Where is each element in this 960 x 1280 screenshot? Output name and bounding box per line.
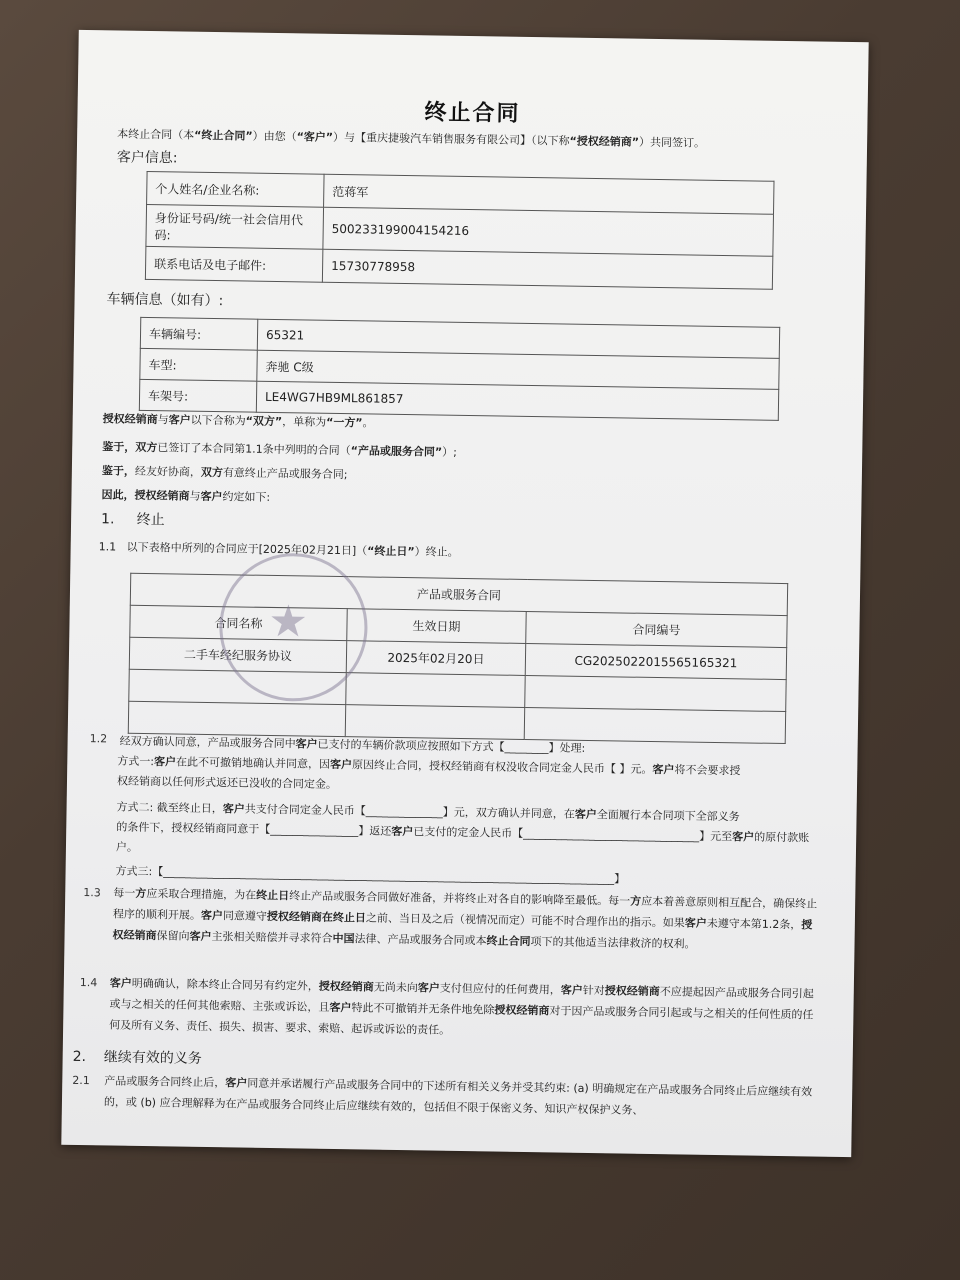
customer-info-heading: 客户信息: xyxy=(116,149,178,167)
bold-term: “双方” xyxy=(245,414,283,429)
bold-term: “产品或服务合同” xyxy=(350,444,443,459)
intro-bold: “终止合同” xyxy=(194,128,253,143)
bold-term: 客户 xyxy=(200,908,224,923)
text: 在此不可撤销地确认并同意，因 xyxy=(175,755,331,771)
bold-term: 客户 xyxy=(560,983,583,997)
column-header-date: 生效日期 xyxy=(347,609,526,644)
text: 以下合称为 xyxy=(190,413,246,428)
text: 应采取合理措施，为在 xyxy=(146,887,257,902)
text: 主张相关赔偿并寻求符合 xyxy=(211,930,333,945)
customer-id-label: 身份证号码/统一社会信用代码: xyxy=(146,204,324,249)
bold-term: 终止日 xyxy=(256,888,290,903)
text: 共支付合同定金人民币【______________】元，双方确认并同意，在 xyxy=(244,802,575,821)
bold-term: 授权经销商 xyxy=(494,1003,550,1018)
text: 之前、当日及之后（视情况而定）可能不时合理作出的指示。如果 xyxy=(365,911,685,930)
customer-name-label: 个人姓名/企业名称: xyxy=(147,171,324,207)
text: 与 xyxy=(189,489,201,503)
bold-term: “终止日” xyxy=(367,544,415,559)
bold-term: 客户 xyxy=(189,929,212,944)
cell-contract-name xyxy=(129,669,346,704)
vehicle-model-value: 奔驰 C级 xyxy=(257,350,779,389)
text: 无尚未向 xyxy=(373,980,418,995)
text: 约定如下: xyxy=(222,490,271,504)
vehicle-number-value: 65321 xyxy=(257,319,779,358)
cell-effective-date: 2025年02月20日 xyxy=(346,641,525,676)
column-header-number: 合同编号 xyxy=(526,611,787,647)
section-title: 终止 xyxy=(136,511,165,529)
customer-name-value: 范蒋军 xyxy=(324,174,774,214)
bold-term: 终止合同 xyxy=(486,934,531,949)
vehicle-vin-label: 车架号: xyxy=(139,379,256,412)
text: 项下的其他适当法律救济的权利。 xyxy=(530,935,696,951)
text: 。 xyxy=(362,416,374,430)
bold-term: 授权经销商 xyxy=(112,918,813,943)
cell-effective-date xyxy=(346,673,525,708)
bold-term: 客户 xyxy=(153,755,177,769)
text: 产品或服务合同终止后， xyxy=(104,1074,226,1090)
bold-term: 方 xyxy=(630,894,642,908)
cell-contract-number xyxy=(525,675,786,711)
bold-term: 鉴于， xyxy=(102,440,136,454)
text: 法律、产品或服务合同或本 xyxy=(354,932,487,948)
clause-number: 1.3 xyxy=(83,886,101,900)
bold-term: 客户 xyxy=(168,413,191,427)
vehicle-info-heading: 车辆信息（如有）: xyxy=(106,291,224,310)
text: 与 xyxy=(157,413,169,427)
section-1-heading xyxy=(101,508,165,529)
vehicle-model-label: 车型: xyxy=(140,348,257,381)
bold-term: 客户 xyxy=(329,757,353,772)
text: 方式一: xyxy=(117,754,155,769)
clause-number: 1.4 xyxy=(79,975,98,990)
text: 明确确认，除本终止合同另有约定外， xyxy=(131,976,319,993)
text: 的条件下，授权经销商同意于【________________】返还 xyxy=(116,820,392,838)
intro-text: ）与【重庆捷骏汽车销售服务有限公司】（以下称 xyxy=(332,130,570,148)
text: 同意遵守 xyxy=(222,909,268,923)
vehicle-info-table xyxy=(139,317,780,421)
customer-contact-label: 联系电话及电子邮件: xyxy=(145,246,322,282)
bold-term: 客户 xyxy=(391,824,414,839)
text: 每一 xyxy=(113,886,136,900)
bold-term: 双方 xyxy=(135,440,158,455)
clause-1-2-method-3: 方式三:【__________________________________________________________________________________】 xyxy=(115,864,626,886)
text: 已签订了本合同第1.1条中列明的合同（ xyxy=(157,441,351,458)
bold-term: 客户 xyxy=(684,916,707,930)
bold-term: 客户 xyxy=(200,489,223,504)
vehicle-vin-value: LE4WG7HB9ML861857 xyxy=(256,381,778,420)
clause-1-1 xyxy=(99,538,459,560)
bold-term: 客户 xyxy=(417,981,440,995)
bold-term: 双方 xyxy=(200,465,223,480)
section-2-heading xyxy=(73,1046,202,1068)
intro-bold: “客户” xyxy=(296,130,334,144)
clause-number: 2.1 xyxy=(72,1073,90,1088)
text: 针对 xyxy=(582,983,605,998)
vehicle-number-label: 车辆编号: xyxy=(140,317,257,350)
customer-info-table xyxy=(145,171,775,290)
clause-1-2-method-2-end: 户。 xyxy=(115,840,139,854)
intro-text: ）由您（ xyxy=(252,129,297,144)
intro-bold: “授权经销商” xyxy=(569,134,640,149)
bold-term: 客户 xyxy=(652,762,675,777)
bold-term: 授权经销商 xyxy=(604,984,660,999)
bold-term: 客户 xyxy=(109,976,132,990)
parties-definition xyxy=(103,410,374,430)
whereas-clause-1 xyxy=(102,438,457,460)
text: 以下表格中所列的合同应于[2025年02月21日]（ xyxy=(126,540,368,558)
bold-term: 客户 xyxy=(222,802,245,816)
table-title: 产品或服务合同 xyxy=(130,573,787,615)
bold-term: 授权经销商在终止日 xyxy=(266,909,366,925)
text: 不应提起因产品或服务合同引起或与之相关的任何其他索赔、主张或诉讼，且 xyxy=(109,985,814,1014)
clause-number: 1.1 xyxy=(98,540,117,554)
bold-term: 中国 xyxy=(332,931,355,946)
bold-term: 客户 xyxy=(295,737,318,751)
intro-text: ）共同签订。 xyxy=(638,135,706,150)
clause-number: 1.2 xyxy=(89,732,108,746)
text: 经双方确认同意，产品或服务合同中 xyxy=(119,734,296,751)
text: ）; xyxy=(442,445,458,459)
bold-term: 鉴于， xyxy=(101,464,135,478)
document-title: 终止合同 xyxy=(424,100,521,127)
therefore-clause xyxy=(101,486,270,505)
bold-term: 授权经销商 xyxy=(318,979,374,994)
section-number: 2. xyxy=(72,1048,87,1066)
text: 原因终止合同，授权经销商有权没收合同定金人民币【 】元。 xyxy=(351,758,653,776)
text: 经友好协商， xyxy=(134,464,201,479)
text: 保留向 xyxy=(156,929,190,943)
bold-term: 客户 xyxy=(329,1000,352,1015)
clause-1-4-text xyxy=(109,972,822,1046)
text: 的原付款账 xyxy=(754,830,810,845)
intro-text: 本终止合同（本 xyxy=(117,127,195,142)
product-contract-table xyxy=(128,573,788,744)
text: ）终止。 xyxy=(414,545,459,559)
customer-id-value: 500233199004154216 xyxy=(323,207,774,256)
column-header-name: 合同名称 xyxy=(130,605,347,640)
bold-term: 因此，授权经销商 xyxy=(101,488,190,503)
cell-contract-number: CG2025022015565165321 xyxy=(525,643,786,679)
bold-term: “一方” xyxy=(326,415,363,430)
text: 对于因产品或服务合同引起或与之相关的任何性质的任何及所有义务、责任、损失、损害、要求、索赔、起诉或诉讼的责任。 xyxy=(109,1004,814,1037)
cell-contract-name: 二手车经纪服务协议 xyxy=(129,637,346,672)
text: ，单称为 xyxy=(282,415,327,429)
text: 有意终止产品或服务合同; xyxy=(222,466,348,482)
text: 将不会要求授 xyxy=(674,763,741,778)
bold-term: 授权经销商 xyxy=(102,412,158,427)
text: 终止产品或服务合同做好准备，并将终止对各自的影响降至最低。每一 xyxy=(289,889,631,908)
bold-term: 方 xyxy=(135,886,147,901)
clause-2-1-text xyxy=(104,1070,821,1123)
section-title: 继续有效的义务 xyxy=(103,1049,202,1067)
text: 同意并承诺履行产品或服务合同中的下述所有相关义务并受其约束: (a) 明确规定在产品或服务合同终止后应继续有效的，或 (b) 应合理解释为在产品或服务合同终止后应继续有效的，包括但不限于保密义务、知识产权保护义务、 xyxy=(103,1076,813,1117)
contract-paper xyxy=(61,30,868,1157)
text: 已支付的车辆价款项应按照如下方式【________】处理: xyxy=(317,737,586,755)
cell-contract-number xyxy=(524,707,785,743)
text: 方式二: 截至终止日， xyxy=(116,800,223,816)
text: 未遵守本第1.2条， xyxy=(706,916,802,932)
text: 全面履行本合同项下全部义务 xyxy=(596,808,740,824)
bold-term: 客户 xyxy=(574,807,597,822)
clause-1-2-method-1-cont: 权经销商以任何形式返还已没收的合同定金。 xyxy=(116,774,338,792)
text: 已支付的定金人民币【________________________________】元至 xyxy=(413,825,733,844)
text: 特此不可撤销并无条件地免除 xyxy=(351,1001,495,1017)
clause-1-3-text xyxy=(112,883,823,957)
customer-contact-value: 15730778958 xyxy=(322,249,772,289)
section-number: 1. xyxy=(100,511,115,528)
text: 支付但应付的任何费用， xyxy=(439,981,561,997)
bold-term: 客户 xyxy=(732,830,755,844)
seal-star-icon: ★ xyxy=(268,595,309,648)
cell-effective-date xyxy=(345,705,524,740)
bold-term: 客户 xyxy=(225,1076,248,1090)
whereas-clause-2 xyxy=(102,462,348,482)
cell-contract-name xyxy=(128,701,345,736)
text: 应本着善意原则相互配合，确保终止程序的顺利开展。 xyxy=(112,894,818,922)
